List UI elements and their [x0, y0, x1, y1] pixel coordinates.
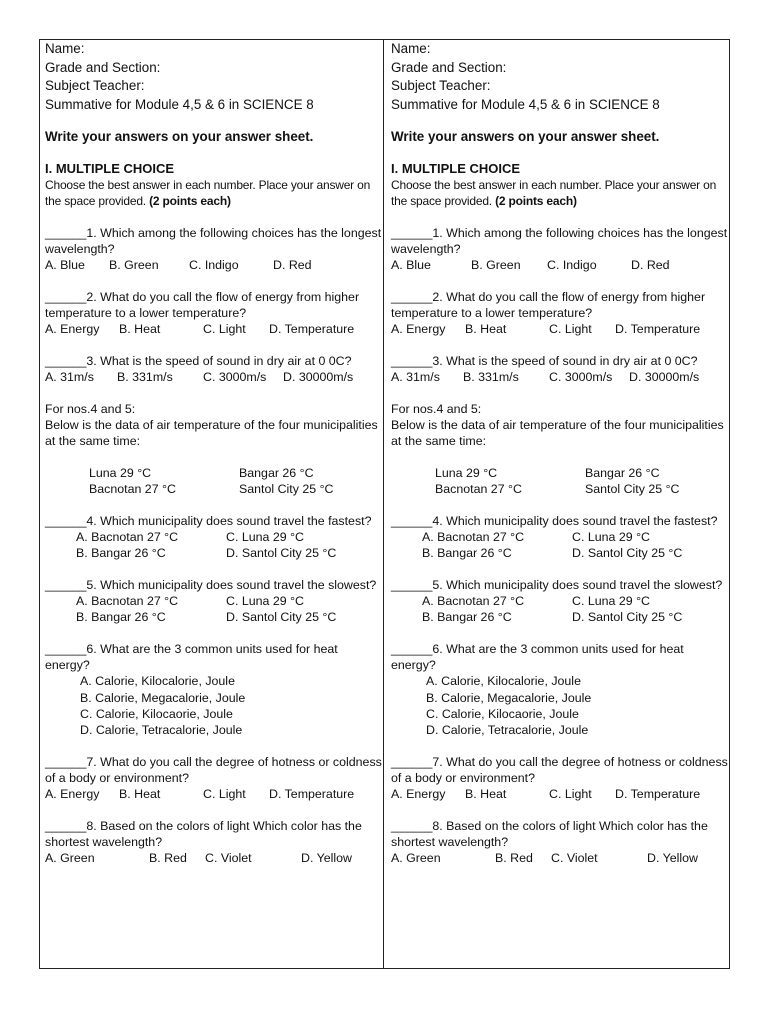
option-b: B. Green [471, 258, 521, 273]
data-intro-text: Below is the data of air temperature of the four municipalities at the same time: [45, 417, 378, 449]
option-c: C. Calorie, Kilocaorie, Joule [426, 706, 579, 721]
option-c: C. Luna 29 °C [226, 594, 304, 609]
option-c: C. Indigo [189, 258, 239, 273]
option-a: A. Bacnotan 27 °C [422, 594, 525, 609]
question-2: ______2. What do you call the flow of energy from higher temperature to a lower temperature? [391, 289, 706, 320]
question-4: ______4. Which municipality does sound travel the fastest? [45, 513, 372, 528]
section-title: I. MULTIPLE CHOICE [45, 160, 175, 176]
option-b: B. Red [149, 851, 187, 866]
answer-sheet-instruction: Write your answers on your answer sheet. [391, 129, 660, 144]
section-description: Choose the best answer in each number. Place your answer on the space provided. (2 points each) [391, 177, 717, 208]
points-note: (2 points each) [149, 193, 231, 208]
name-field: Name: [391, 41, 431, 56]
option-c: C. Luna 29 °C [572, 529, 650, 544]
temperature-data [45, 465, 383, 497]
question-2-options [391, 321, 729, 337]
question-8-options [45, 850, 383, 866]
option-d: D. Red [631, 258, 670, 273]
option-b: B. Bangar 26 °C [422, 610, 512, 625]
option-a: A. Bacnotan 27 °C [76, 594, 179, 609]
grade-section-field: Grade and Section: [45, 59, 161, 75]
question-8-options [391, 850, 729, 866]
option-c: C. Light [203, 787, 246, 802]
option-d: D. 30000m/s [283, 370, 354, 385]
data-intro-line: For nos.4 and 5: [391, 401, 482, 416]
option-c: C. Light [549, 787, 592, 802]
option-d: D. Calorie, Tetracalorie, Joule [80, 722, 243, 737]
subject-teacher-field: Subject Teacher: [45, 78, 145, 93]
option-d: D. Yellow [647, 851, 698, 866]
points-note: (2 points each) [495, 193, 577, 208]
grade-section-field: Grade and Section: [391, 59, 507, 75]
subject-teacher-field: Subject Teacher: [391, 78, 491, 93]
option-d: D. Temperature [615, 787, 701, 802]
option-c: C. 3000m/s [203, 370, 267, 385]
option-c: C. Luna 29 °C [226, 529, 304, 544]
column-divider [383, 39, 384, 969]
option-c: C. Light [549, 322, 592, 337]
question-8: ______8. Based on the colors of light Which color has the shortest wavelength? [391, 818, 708, 849]
option-b: B. 331m/s [117, 370, 173, 385]
question-1: ______1. Which among the following choices has the longest wavelength? [45, 225, 382, 256]
option-a: A. Green [45, 851, 95, 866]
option-c: C. 3000m/s [549, 370, 613, 385]
section-description: Choose the best answer in each number. Place your answer on the space provided. (2 points each) [45, 177, 371, 208]
option-d: D. Santol City 25 °C [572, 610, 683, 625]
option-b: B. Calorie, Megacalorie, Joule [426, 690, 592, 705]
option-b: B. 331m/s [463, 370, 519, 385]
question-1: ______1. Which among the following choices has the longest wavelength? [391, 225, 728, 256]
question-1-options [45, 257, 383, 273]
town-bangar: Bangar 26 °C [585, 465, 660, 480]
town-santol: Santol City 25 °C [585, 482, 680, 497]
option-b: B. Bangar 26 °C [76, 546, 166, 561]
option-d: D. Santol City 25 °C [572, 546, 683, 561]
option-a: A. Energy [45, 787, 100, 802]
option-b: B. Calorie, Megacalorie, Joule [80, 690, 246, 705]
town-bacnotan: Bacnotan 27 °C [435, 482, 522, 497]
option-d: D. 30000m/s [629, 370, 700, 385]
question-5: ______5. Which municipality does sound travel the slowest? [45, 577, 377, 592]
option-a: A. Energy [391, 787, 446, 802]
question-4: ______4. Which municipality does sound travel the fastest? [391, 513, 718, 528]
question-3-options [45, 369, 383, 385]
question-5: ______5. Which municipality does sound travel the slowest? [391, 577, 723, 592]
answer-sheet-instruction: Write your answers on your answer sheet. [45, 129, 314, 144]
option-c: C. Indigo [547, 258, 597, 273]
option-d: D. Temperature [269, 322, 355, 337]
question-2: ______2. What do you call the flow of energy from higher temperature to a lower temperature? [45, 289, 360, 320]
question-7: ______7. What do you call the degree of hotness or coldness of a body or environment? [391, 754, 728, 785]
question-7-options [45, 786, 383, 802]
question-6: ______6. What are the 3 common units used for heat energy? [391, 641, 684, 673]
option-d: D. Santol City 25 °C [226, 610, 337, 625]
option-b: B. Red [495, 851, 533, 866]
town-santol: Santol City 25 °C [239, 482, 334, 497]
question-3-options [391, 369, 729, 385]
quiz-title: Summative for Module 4,5 & 6 in SCIENCE 8 [45, 96, 314, 112]
option-d: D. Yellow [301, 851, 352, 866]
option-a: A. Blue [45, 258, 85, 273]
option-a: A. 31m/s [391, 370, 440, 385]
option-b: B. Bangar 26 °C [422, 546, 512, 561]
question-6-options [391, 673, 729, 738]
data-intro-text: Below is the data of air temperature of the four municipalities at the same time: [391, 417, 724, 449]
option-a: A. Calorie, Kilocalorie, Joule [426, 674, 581, 689]
option-c: C. Violet [205, 851, 252, 866]
option-a: A. Bacnotan 27 °C [422, 529, 525, 544]
question-7-options [391, 786, 729, 802]
option-a: A. Energy [45, 322, 100, 337]
town-luna: Luna 29 °C [435, 465, 498, 480]
question-1-options [391, 257, 729, 273]
option-d: D. Santol City 25 °C [226, 546, 337, 561]
question-8: ______8. Based on the colors of light Which color has the shortest wavelength? [45, 818, 362, 849]
option-c: C. Light [203, 322, 246, 337]
question-5-options [391, 593, 729, 625]
name-field: Name: [45, 41, 85, 56]
data-intro-line: For nos.4 and 5: [45, 401, 136, 416]
option-b: B. Heat [465, 322, 507, 337]
option-b: B. Heat [465, 787, 507, 802]
section-title: I. MULTIPLE CHOICE [391, 160, 521, 176]
option-a: A. Bacnotan 27 °C [76, 529, 179, 544]
option-a: A. Energy [391, 322, 446, 337]
option-d: D. Red [273, 258, 312, 273]
option-d: D. Temperature [269, 787, 355, 802]
temperature-data [391, 465, 729, 497]
option-c: C. Violet [551, 851, 598, 866]
question-6-options [45, 673, 383, 738]
option-a: A. Green [391, 851, 441, 866]
question-6: ______6. What are the 3 common units used for heat energy? [45, 641, 338, 673]
quiz-copy-right [391, 40, 729, 866]
question-3: ______3. What is the speed of sound in dry air at 0 0C? [45, 353, 352, 368]
option-b: B. Heat [119, 787, 161, 802]
option-d: D. Temperature [615, 322, 701, 337]
option-b: B. Green [109, 258, 159, 273]
quiz-copy-left [45, 40, 383, 866]
option-b: B. Bangar 26 °C [76, 610, 166, 625]
quiz-title: Summative for Module 4,5 & 6 in SCIENCE 8 [391, 96, 660, 112]
town-luna: Luna 29 °C [89, 465, 152, 480]
option-a: A. Blue [391, 258, 431, 273]
question-5-options [45, 593, 383, 625]
option-b: B. Heat [119, 322, 161, 337]
question-4-options [391, 529, 729, 561]
question-7: ______7. What do you call the degree of hotness or coldness of a body or environment? [45, 754, 382, 785]
town-bangar: Bangar 26 °C [239, 465, 314, 480]
town-bacnotan: Bacnotan 27 °C [89, 482, 176, 497]
option-d: D. Calorie, Tetracalorie, Joule [426, 722, 589, 737]
question-2-options [45, 321, 383, 337]
option-c: C. Calorie, Kilocaorie, Joule [80, 706, 233, 721]
question-4-options [45, 529, 383, 561]
option-c: C. Luna 29 °C [572, 594, 650, 609]
option-a: A. Calorie, Kilocalorie, Joule [80, 674, 235, 689]
option-a: A. 31m/s [45, 370, 94, 385]
question-3: ______3. What is the speed of sound in dry air at 0 0C? [391, 353, 698, 368]
